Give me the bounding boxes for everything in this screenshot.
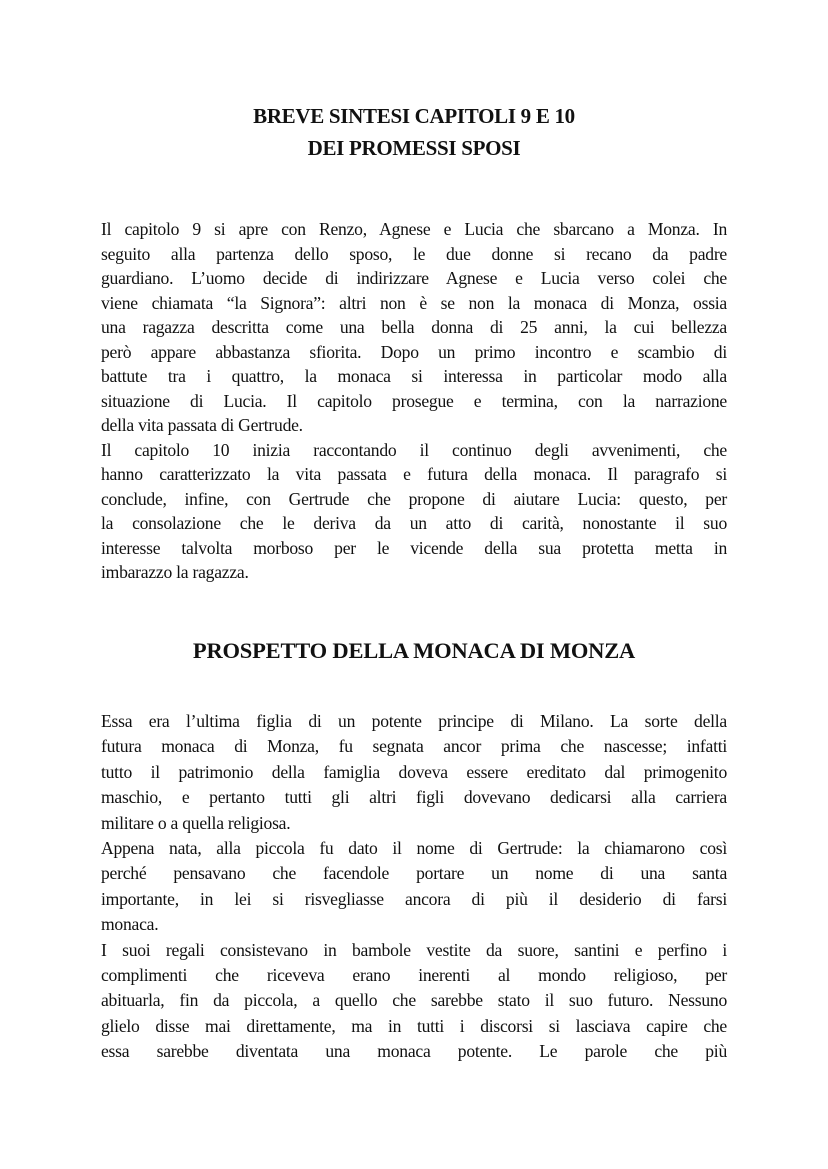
text-line: Il capitolo 10 inizia raccontando il continuo degli avvenimenti, che [101, 439, 727, 460]
text-line: la consolazione che le deriva da un atto di carità, nonostante il suo [101, 513, 727, 533]
text-line: viene chiamata “la Signora”: altri non è se non la monaca di Monza, ossia [101, 292, 727, 313]
text-line: glielo disse mai direttamente, ma in tutti i discorsi si lasciava capire che [101, 1015, 727, 1036]
text-line: Essa era l’ultima figlia di un potente principe di Milano. La sorte della [101, 711, 727, 731]
text-line: tutto il patrimonio della famiglia doveva essere ereditato dal primogenito [101, 761, 727, 782]
text-line: guardiano. L’uomo decide di indirizzare Agnese e Lucia verso colei che [101, 268, 727, 288]
text-line: maschio, e pertanto tutti gli altri figli dovevano dedicarsi alla carriera [101, 787, 727, 808]
text-line: Appena nata, alla piccola fu dato il nome di Gertrude: la chiamarono così [101, 837, 727, 858]
text-line: una ragazza descritta come una bella donna di 25 anni, la cui bellezza [101, 317, 727, 337]
summary-paragraphs [101, 217, 727, 585]
document-title-line-1: BREVE SINTESI CAPITOLI 9 E 10 [253, 104, 575, 128]
text-line: conclude, infine, con Gertrude che propone di aiutare Lucia: questo, per [101, 488, 727, 509]
text-line: complimenti che riceveva erano inerenti al mondo religioso, per [101, 964, 727, 985]
text-line: interesse talvolta morboso per le vicende della sua protetta metta in [101, 537, 727, 558]
text-line: della vita passata di Gertrude. [101, 415, 303, 435]
document-title-line-2: DEI PROMESSI SPOSI [307, 136, 521, 160]
text-line: importante, in lei si risvegliasse ancora di più il desiderio di farsi [101, 888, 727, 909]
text-line: essa sarebbe diventata una monaca potente. Le parole che più [101, 1041, 727, 1062]
text-line: futura monaca di Monza, fu segnata ancor prima che nascesse; infatti [101, 736, 727, 757]
text-line: però appare abbastanza sfiorita. Dopo un primo incontro e scambio di [101, 341, 727, 362]
text-line: perché pensavano che facendole portare un nome di una santa [101, 863, 727, 884]
text-line: situazione di Lucia. Il capitolo prosegue e termina, con la narrazione [101, 390, 727, 411]
text-line: abituarla, fin da piccola, a quello che sarebbe stato il suo futuro. Nessuno [101, 990, 727, 1011]
text-line: Il capitolo 9 si apre con Renzo, Agnese e Lucia che sbarcano a Monza. In [101, 219, 727, 239]
text-line: monaca. [101, 914, 159, 935]
text-line: seguito alla partenza dello sposo, le due donne si recano da padre [101, 243, 727, 264]
section-heading: PROSPETTO DELLA MONACA DI MONZA [192, 638, 636, 663]
profile-paragraphs [101, 709, 727, 1064]
text-line: battute tra i quattro, la monaca si interessa in particolar modo alla [101, 366, 727, 386]
text-line: imbarazzo la ragazza. [101, 562, 249, 582]
text-line: I suoi regali consistevano in bambole vestite da suore, santini e perfino i [101, 939, 727, 960]
text-line: militare o a quella religiosa. [101, 812, 291, 833]
text-line: hanno caratterizzato la vita passata e futura della monaca. Il paragrafo si [101, 464, 727, 484]
